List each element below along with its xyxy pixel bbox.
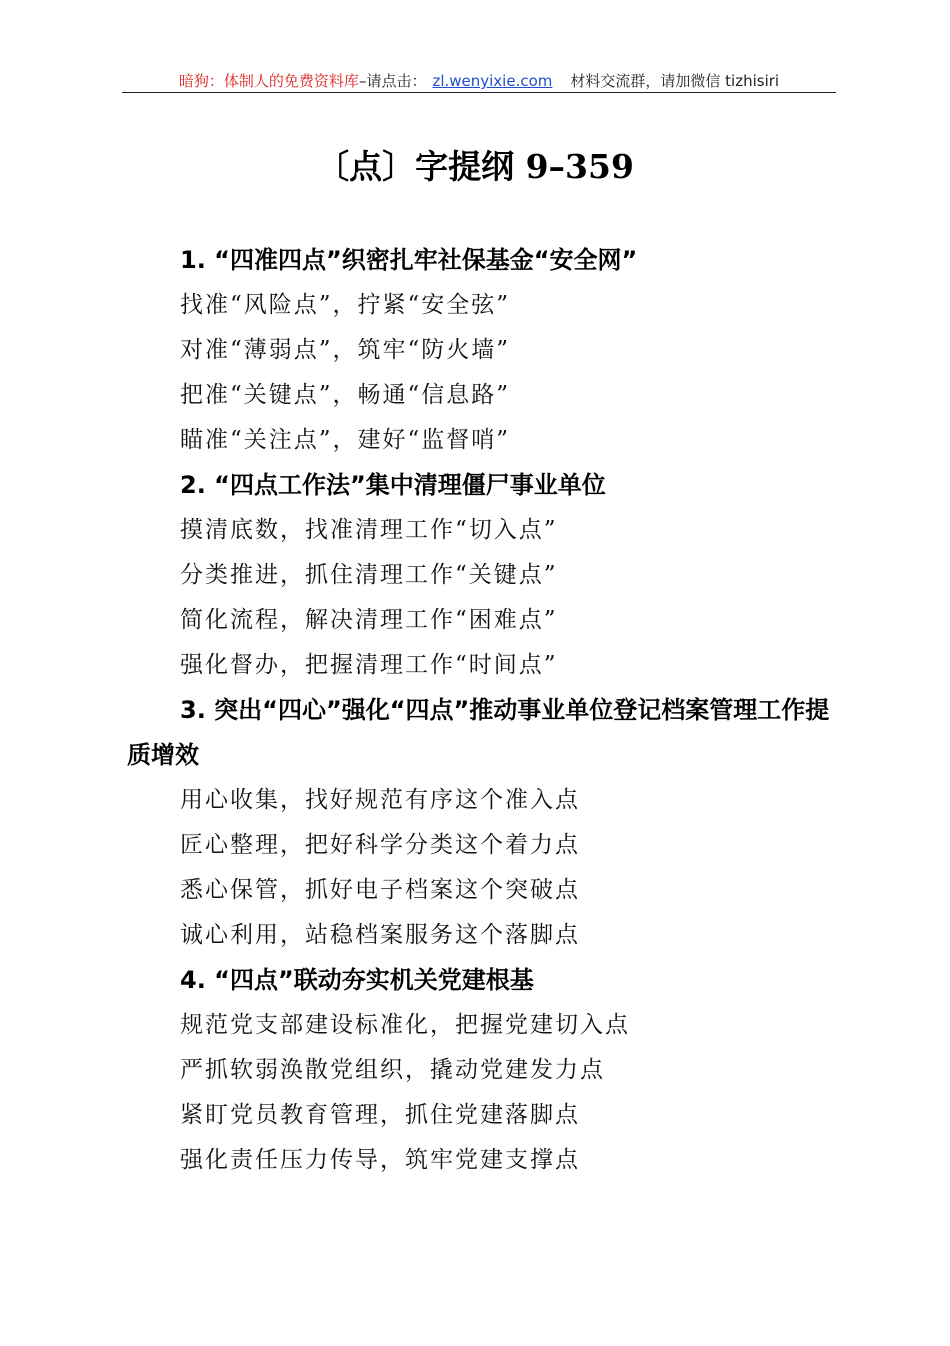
section-heading-2: 2. “四点工作法”集中清理僵尸事业单位 — [180, 471, 606, 499]
section-1-line: 瞄准“关注点”，建好“监督哨” — [180, 427, 511, 453]
section-2-line: 摸清底数，找准清理工作“切入点” — [180, 517, 558, 543]
section-2-line: 简化流程，解决清理工作“困难点” — [180, 607, 558, 633]
header-link[interactable]: zl.wenyixie.com — [432, 72, 553, 90]
section-4-line: 紧盯党员教育管理，抓住党建落脚点 — [180, 1102, 580, 1128]
section-3-line: 悉心保管，抓好电子档案这个突破点 — [180, 877, 580, 903]
header-contact: 材料交流群，请加微信 tizhisiri — [570, 72, 780, 90]
section-4-line: 严抓软弱涣散党组织，撬动党建发力点 — [180, 1057, 605, 1083]
section-1-line: 对准“薄弱点”，筑牢“防火墙” — [180, 337, 511, 363]
header-prompt: –请点击： — [358, 72, 427, 90]
page-header — [122, 70, 836, 93]
section-4-line: 强化责任压力传导，筑牢党建支撑点 — [180, 1147, 580, 1173]
section-heading-1: 1. “四准四点”织密扎牢社保基金“安全网” — [180, 246, 638, 274]
section-2-line: 分类推进，抓住清理工作“关键点” — [180, 562, 558, 588]
section-1-line: 找准“风险点”，拧紧“安全弦” — [180, 292, 511, 318]
section-3-line: 诚心利用，站稳档案服务这个落脚点 — [180, 922, 580, 948]
section-heading-3: 3. 突出“四心”强化“四点”推动事业单位登记档案管理工作提质增效 — [127, 696, 830, 769]
header-source: 暗狗：体制人的免费资料库 — [178, 72, 359, 90]
section-3-line: 用心收集，找好规范有序这个准入点 — [180, 787, 580, 813]
section-4-line: 规范党支部建设标准化，把握党建切入点 — [180, 1012, 630, 1038]
document-title: 〔点〕字提纲 9–359 — [316, 147, 634, 186]
section-3-line: 匠心整理，把好科学分类这个着力点 — [180, 832, 580, 858]
section-1-line: 把准“关键点”，畅通“信息路” — [180, 382, 511, 408]
section-2-line: 强化督办，把握清理工作“时间点” — [180, 652, 558, 678]
section-heading-4: 4. “四点”联动夯实机关党建根基 — [180, 966, 534, 994]
document-body — [0, 238, 950, 1183]
